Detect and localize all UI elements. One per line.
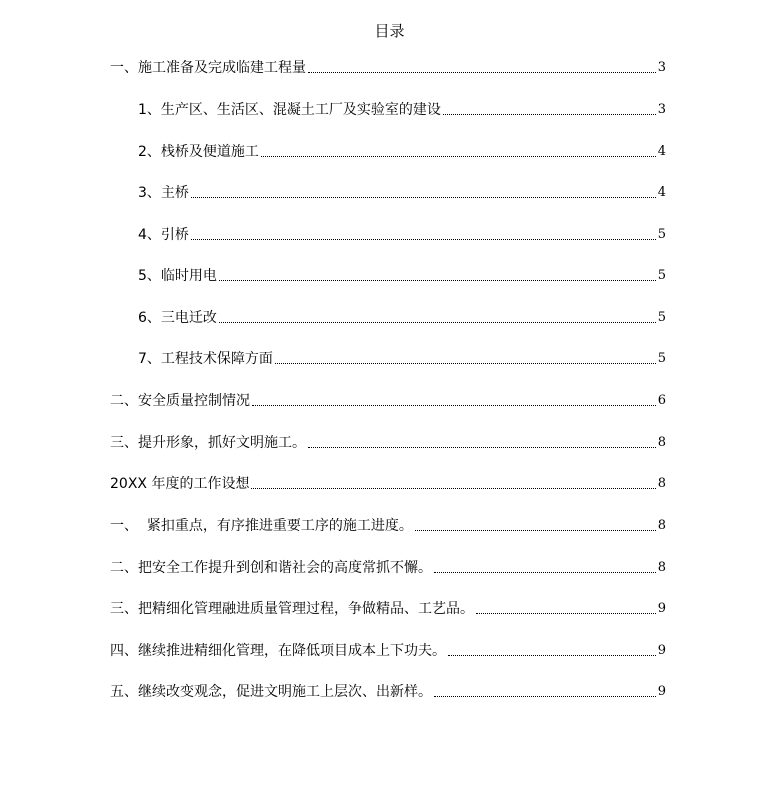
toc-dot-leader	[415, 529, 656, 531]
toc-entry[interactable]	[138, 348, 666, 370]
toc-dot-leader	[261, 155, 656, 157]
toc-dot-leader	[448, 654, 656, 656]
toc-dot-leader	[251, 487, 655, 489]
toc-dot-leader	[308, 71, 656, 73]
toc-entry[interactable]	[138, 224, 666, 246]
toc-dot-leader	[219, 321, 656, 323]
toc-entry-label: 一、施工准备及完成临建工程量	[110, 60, 306, 76]
toc-page-number: 9	[657, 643, 666, 658]
toc-page-number: 8	[657, 518, 666, 533]
toc-dot-leader	[308, 446, 656, 448]
toc-entry-label: 1、生产区、生活区、混凝土工厂及实验室的建设	[138, 102, 441, 118]
toc-page-number: 8	[657, 560, 666, 575]
toc-entry[interactable]	[110, 681, 666, 703]
toc-dot-leader	[191, 196, 656, 198]
toc-entry[interactable]	[138, 265, 666, 287]
toc-dot-leader	[275, 362, 656, 364]
toc-entry[interactable]	[110, 640, 666, 662]
toc-entry-label: 五、继续改变观念，促进文明施工上层次、出新样。	[110, 684, 432, 700]
toc-dot-leader	[219, 279, 656, 281]
toc-entry-label: 7、工程技术保障方面	[138, 351, 273, 367]
toc-dot-leader	[252, 404, 656, 406]
toc-entry-label: 4、引桥	[138, 227, 189, 243]
toc-entry[interactable]	[110, 432, 666, 454]
toc-page-number: 3	[657, 102, 666, 117]
toc-entry[interactable]	[138, 307, 666, 329]
toc-entry[interactable]	[138, 182, 666, 204]
toc-entry[interactable]	[110, 557, 666, 579]
toc-entry[interactable]	[110, 390, 666, 412]
toc-page-number: 5	[657, 268, 666, 283]
toc-dot-leader	[434, 571, 656, 573]
toc-page-number: 9	[657, 684, 666, 699]
toc-entry-label: 二、把安全工作提升到创和谐社会的高度常抓不懈。	[110, 560, 432, 576]
toc-entry[interactable]	[138, 141, 666, 163]
toc-entry-label: 6、三电迁改	[138, 310, 217, 326]
toc-page-number: 4	[657, 185, 666, 200]
toc-entry[interactable]	[138, 99, 666, 121]
toc-page-number: 5	[657, 310, 666, 325]
toc-dot-leader	[476, 612, 656, 614]
toc-dot-leader	[434, 695, 656, 697]
toc-page-number: 3	[657, 60, 666, 75]
toc-page-number: 6	[657, 393, 666, 408]
toc-dot-leader	[443, 113, 656, 115]
toc-entry[interactable]	[110, 515, 666, 537]
toc-entry-label: 三、把精细化管理融进质量管理过程，争做精品、工艺品。	[110, 601, 474, 617]
toc-entry[interactable]	[110, 473, 666, 495]
toc-entry-label: 一、 紧扣重点，有序推进重要工序的施工进度。	[110, 518, 413, 534]
toc-entry[interactable]	[110, 57, 666, 79]
toc-entry-label: 四、继续推进精细化管理，在降低项目成本上下功夫。	[110, 643, 446, 659]
toc-entry-label: 2、栈桥及便道施工	[138, 144, 259, 160]
toc-entry-label: 二、安全质量控制情况	[110, 393, 250, 409]
toc-page-number: 9	[657, 601, 666, 616]
toc-page-number: 5	[657, 351, 666, 366]
toc-entry-label: 5、临时用电	[138, 268, 217, 284]
toc-title: 目录	[374, 22, 405, 40]
toc-entry-label: 20XX 年度的工作设想	[110, 476, 250, 492]
toc-page-number: 8	[657, 435, 666, 450]
toc-page-number: 4	[657, 144, 666, 159]
toc-entry[interactable]	[110, 598, 666, 620]
toc-page-number: 5	[657, 227, 666, 242]
toc-entry-label: 3、主桥	[138, 185, 189, 201]
toc-entry-label: 三、提升形象，抓好文明施工。	[110, 435, 306, 451]
toc-dot-leader	[191, 238, 656, 240]
toc-page-number: 8	[657, 476, 666, 491]
